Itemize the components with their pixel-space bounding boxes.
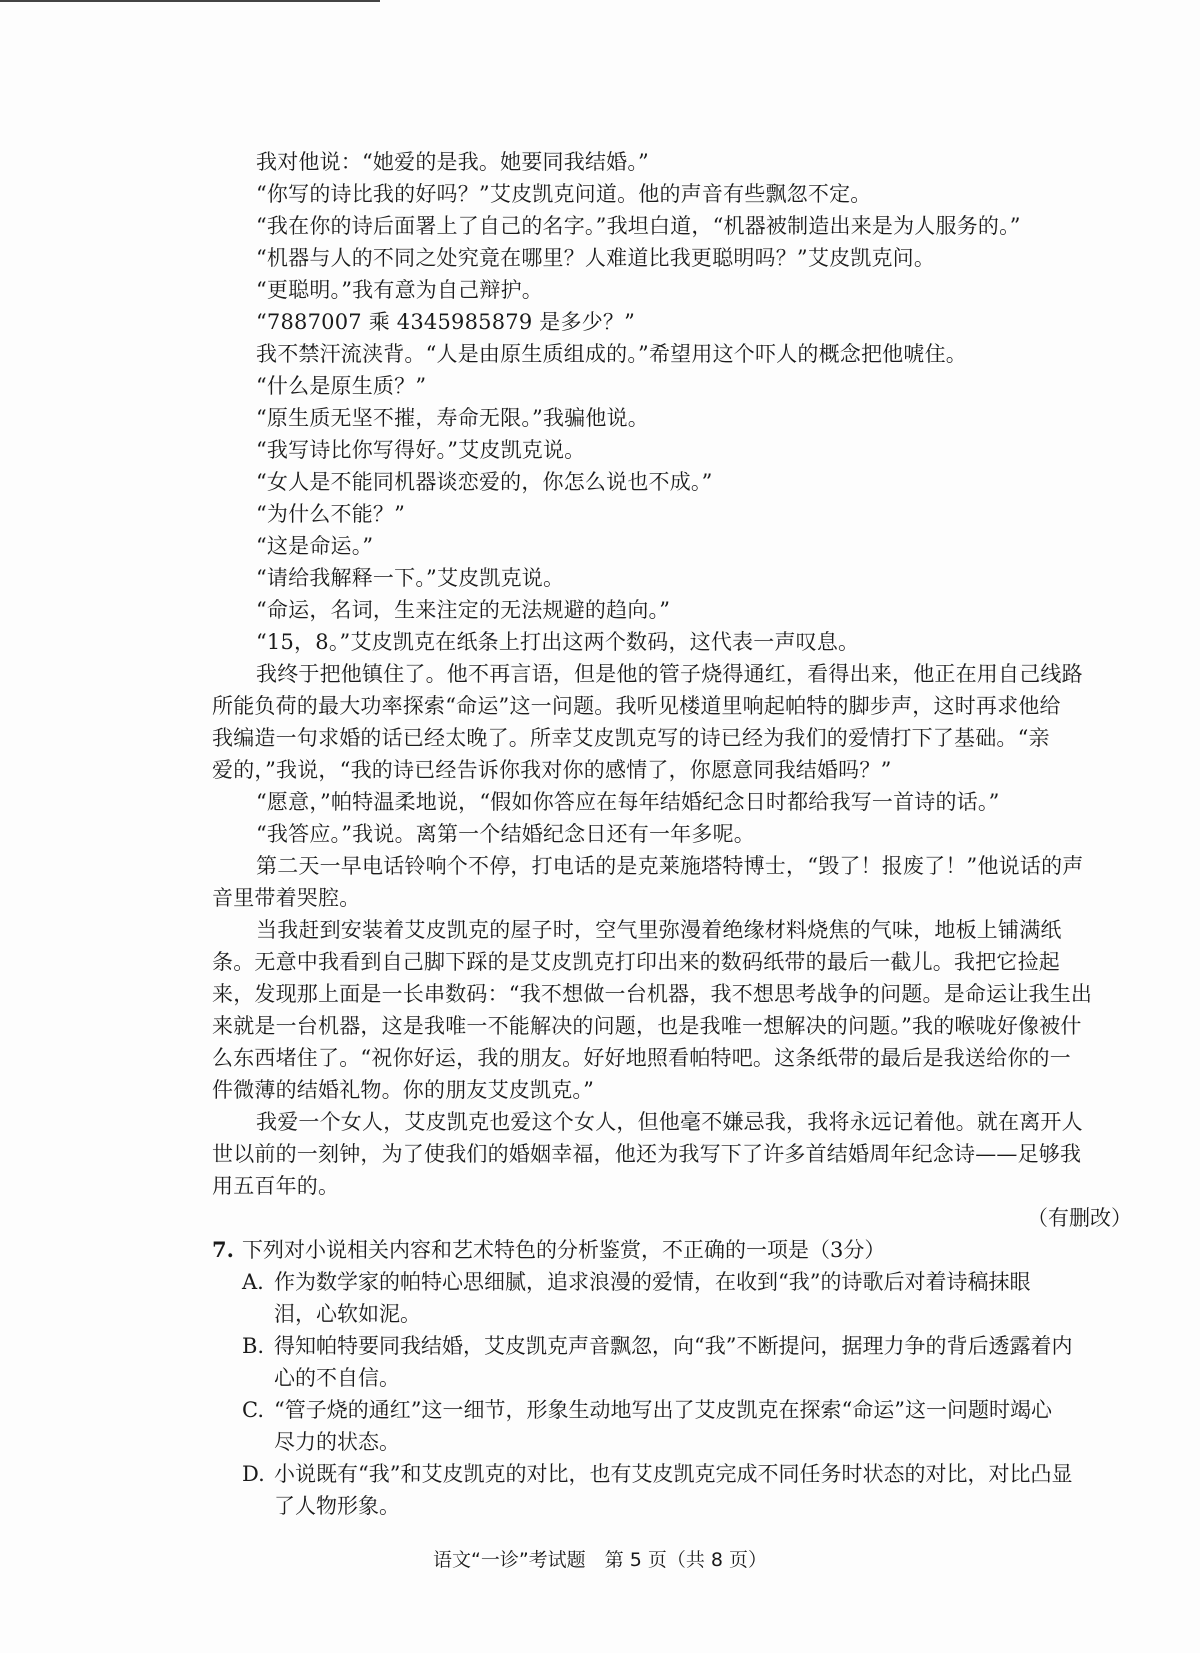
story-line: 我爱一个女人，艾皮凯克也爱这个女人，但他毫不嫌忌我，我将永远记着他。就在离开人 [256, 1110, 1083, 1134]
story-line: 条。无意中我看到自己脚下踩的是艾皮凯克打印出来的数码纸带的最后一截儿。我把它捡起 [212, 950, 1060, 974]
story-line: 件微薄的结婚礼物。你的朋友艾皮凯克。” [212, 1078, 595, 1102]
story-line: “我写诗比你写得好。”艾皮凯克说。 [256, 438, 586, 462]
story-line: 我终于把他镇住了。他不再言语，但是他的管子烧得通红，看得出来，他正在用自己线路 [256, 662, 1083, 686]
top-rule [0, 0, 380, 2]
story-line: “我答应。”我说。离第一个结婚纪念日还有一年多呢。 [256, 822, 755, 846]
story-line: “机器与人的不同之处究竟在哪里？人难道比我更聪明吗？”艾皮凯克问。 [256, 246, 936, 270]
story-line: “你写的诗比我的好吗？”艾皮凯克问道。他的声音有些飘忽不定。 [256, 182, 872, 206]
source-note: （有删改） [1027, 1206, 1132, 1230]
option-line [212, 1330, 1142, 1362]
option-text: 小说既有“我”和艾皮凯克的对比，也有艾皮凯克完成不同任务时状态的对比，对比凸显 [274, 1462, 1073, 1486]
option-b [212, 1330, 1142, 1394]
question-options [212, 1266, 1142, 1522]
option-line: 尽力的状态。 [274, 1430, 400, 1454]
option-c [212, 1394, 1142, 1458]
option-text: “管子烧的通红”这一细节，形象生动地写出了艾皮凯克在探索“命运”这一问题时竭心 [274, 1398, 1052, 1422]
story-line: “愿意，”帕特温柔地说，“假如你答应在每年结婚纪念日时都给我写一首诗的话。” [256, 790, 1000, 814]
story-line: 第二天一早电话铃响个不停，打电话的是克莱施塔特博士，“毁了！报废了！”他说话的声 [256, 854, 1084, 878]
option-line [212, 1394, 1142, 1426]
page-footer: 语文“一诊”考试题 第 5 页（共 8 页） [432, 1549, 768, 1571]
story-line: “为什么不能？” [256, 502, 406, 526]
story-line: “原生质无坚不摧，寿命无限。”我骗他说。 [256, 406, 649, 430]
story-line: “女人是不能同机器谈恋爱的，你怎么说也不成。” [256, 470, 713, 494]
story-passage [212, 146, 1132, 1202]
question-stem-text: 下列对小说相关内容和艺术特色的分析鉴赏，不正确的一项是（3分） [242, 1238, 886, 1262]
option-d [212, 1458, 1142, 1522]
story-line: 用五百年的。 [212, 1174, 340, 1198]
story-line: “这是命运。” [256, 534, 374, 558]
option-letter: A. [242, 1270, 264, 1294]
option-line: 心的不自信。 [274, 1366, 400, 1390]
story-line: “什么是原生质？” [256, 374, 427, 398]
story-line: 世以前的一刻钟，为了使我们的婚姻幸福，他还为我写下了许多首结婚周年纪念诗——足够我 [212, 1142, 1082, 1166]
story-line: 来，发现那上面是一长串数码：“我不想做一台机器，我不想思考战争的问题。是命运让我生出 [212, 982, 1093, 1006]
story-line: “请给我解释一下。”艾皮凯克说。 [256, 566, 565, 590]
question-stem [212, 1234, 1142, 1266]
option-letter: D. [242, 1462, 265, 1486]
story-line: 爱的，”我说，“我的诗已经告诉你我对你的感情了，你愿意同我结婚吗？” [212, 758, 892, 782]
story-line: “更聪明。”我有意为自己辩护。 [256, 278, 543, 302]
story-line: “7887007 乘 4345985879 是多少？” [256, 310, 636, 334]
question-number: 7. [212, 1237, 234, 1262]
story-line: 所能负荷的最大功率探索“命运”这一问题。我听见楼道里响起帕特的脚步声，这时再求他给 [212, 694, 1061, 718]
option-line: 了人物形象。 [274, 1494, 400, 1518]
story-line: 来就是一台机器，这是我唯一不能解决的问题，也是我唯一想解决的问题。”我的喉咙好像被什 [212, 1014, 1082, 1038]
story-line: 我对他说：“她爱的是我。她要同我结婚。” [256, 150, 649, 174]
story-line: 当我赶到安装着艾皮凯克的屋子时，空气里弥漫着绝缘材料烧焦的气味，地板上铺满纸 [256, 918, 1062, 942]
story-line: 我不禁汗流浃背。“人是由原生质组成的。”希望用这个吓人的概念把他唬住。 [256, 342, 967, 366]
option-text: 作为数学家的帕特心思细腻，追求浪漫的爱情，在收到“我”的诗歌后对着诗稿抹眼 [274, 1270, 1031, 1294]
option-letter: C. [242, 1398, 264, 1422]
option-line [212, 1458, 1142, 1490]
story-line: “15，8。”艾皮凯克在纸条上打出这两个数码，这代表一声叹息。 [256, 630, 860, 654]
story-line: “命运，名词，生来注定的无法规避的趋向。” [256, 598, 671, 622]
story-line: 音里带着哭腔。 [212, 886, 361, 910]
story-line: 我编造一句求婚的话已经太晚了。所幸艾皮凯克写的诗已经为我们的爱情打下了基础。“亲 [212, 726, 1050, 750]
option-line [212, 1266, 1142, 1298]
option-text: 得知帕特要同我结婚，艾皮凯克声音飘忽，向“我”不断提问，据理力争的背后透露着内 [274, 1334, 1073, 1358]
option-line: 泪，心软如泥。 [274, 1302, 421, 1326]
story-line: 么东西堵住了。“祝你好运，我的朋友。好好地照看帕特吧。这条纸带的最后是我送给你的一 [212, 1046, 1071, 1070]
story-line: “我在你的诗后面署上了自己的名字。”我坦白道，“机器被制造出来是为人服务的。” [256, 214, 1021, 238]
option-letter: B. [242, 1334, 265, 1358]
question-7 [212, 1234, 1142, 1522]
option-a [212, 1266, 1142, 1330]
